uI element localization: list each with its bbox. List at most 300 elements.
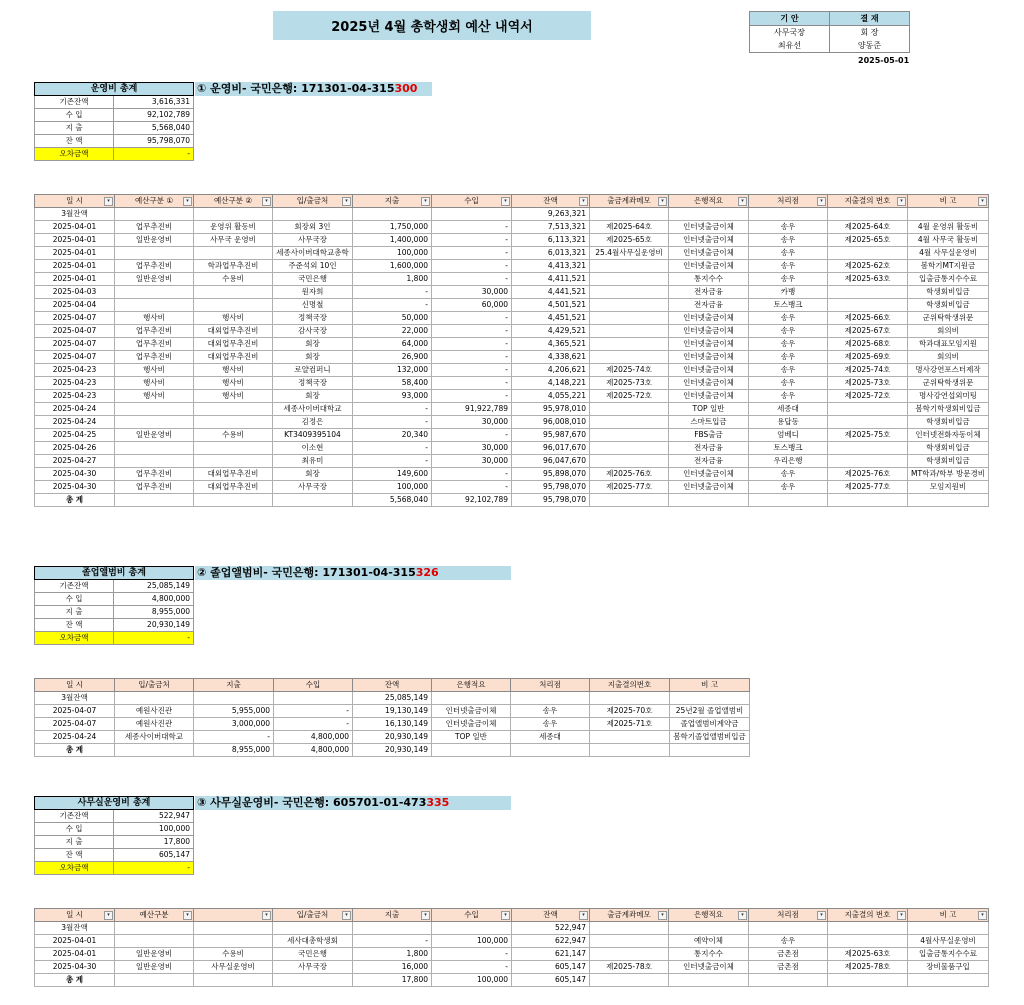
- table-row: [35, 299, 989, 312]
- column-header[interactable]: [828, 195, 908, 208]
- column-header-label: 입/출금처: [138, 680, 170, 689]
- summary-value: 522,947: [114, 810, 194, 823]
- table-cell: 행사비: [115, 364, 194, 377]
- bank-label-operating: [195, 82, 432, 96]
- total-cell: [749, 974, 828, 987]
- table-cell: 2025-04-25: [35, 429, 115, 442]
- table-cell: 이소현: [273, 442, 353, 455]
- table-cell: 전자금융: [669, 442, 749, 455]
- table-cell: [115, 935, 194, 948]
- bank-account-prefix: ① 운영비- 국민은행: 171301-04-315: [197, 82, 395, 95]
- filter-dropdown-icon[interactable]: ▾: [104, 197, 113, 206]
- column-header[interactable]: [669, 909, 749, 922]
- table-cell: 송우: [749, 481, 828, 494]
- column-header[interactable]: [35, 909, 115, 922]
- table-cell: 사무국 운영비: [194, 234, 273, 247]
- table-cell: 50,000: [353, 312, 432, 325]
- column-header[interactable]: [749, 195, 828, 208]
- table-cell: 2025-04-07: [35, 718, 115, 731]
- table-cell: -: [432, 221, 512, 234]
- table-cell: KT3409395104: [273, 429, 353, 442]
- table-cell: 인터넷출금이체: [669, 325, 749, 338]
- column-header[interactable]: [353, 195, 432, 208]
- table-cell: 인터넷출금이체: [669, 468, 749, 481]
- summary-row: [35, 836, 194, 849]
- table-cell: -: [274, 718, 353, 731]
- approval-header-sign: 결 재: [830, 12, 910, 26]
- table-cell: 일반운영비: [115, 234, 194, 247]
- table-cell: 주준석외 10인: [273, 260, 353, 273]
- table-cell: 132,000: [353, 364, 432, 377]
- table-cell: 세종사이버대학교: [273, 403, 353, 416]
- column-header-label: 지출: [384, 196, 400, 205]
- table-cell: 4,501,521: [512, 299, 590, 312]
- column-header[interactable]: [353, 679, 432, 692]
- table-cell: 제2025-64호: [828, 221, 908, 234]
- table-cell: 제2025-78호: [828, 961, 908, 974]
- table-cell: 1,400,000: [353, 234, 432, 247]
- filter-dropdown-icon[interactable]: ▾: [817, 911, 826, 920]
- filter-dropdown-icon[interactable]: ▾: [262, 911, 271, 920]
- table-cell: -: [353, 286, 432, 299]
- table-cell: 송우: [749, 377, 828, 390]
- table-cell: 예원사진관: [115, 718, 194, 731]
- column-header[interactable]: [194, 909, 273, 922]
- table-cell: [590, 922, 669, 935]
- column-header[interactable]: [35, 195, 115, 208]
- table-cell: [115, 442, 194, 455]
- table-cell: 인터넷출금이체: [669, 481, 749, 494]
- total-cell: 4,800,000: [274, 744, 353, 757]
- approval-box: [749, 11, 910, 53]
- column-header[interactable]: [828, 909, 908, 922]
- table-cell: 봄학기졸업앨범비입금: [670, 731, 750, 744]
- table-cell: 2025-04-01: [35, 935, 115, 948]
- filter-dropdown-icon[interactable]: ▾: [658, 197, 667, 206]
- summary-title: 사무실운영비 총계: [35, 797, 194, 810]
- table-cell: 행사비: [194, 312, 273, 325]
- table-cell: [590, 935, 669, 948]
- column-header-label: 일 시: [66, 680, 83, 689]
- column-header-label: 예산구분 ①: [134, 196, 174, 205]
- table-cell: 2025-04-30: [35, 961, 115, 974]
- table-cell: 송우: [749, 364, 828, 377]
- table-cell: MT학과/학부 방문경비: [908, 468, 989, 481]
- table-cell: [511, 692, 590, 705]
- table-cell: 송우: [511, 718, 590, 731]
- total-cell: [908, 974, 989, 987]
- summary-row: [35, 619, 194, 632]
- table-cell: 622,947: [512, 935, 590, 948]
- table-cell: 전자금융: [669, 286, 749, 299]
- table-row: [35, 481, 989, 494]
- table-cell: 2025-04-07: [35, 351, 115, 364]
- table-cell: 96,017,670: [512, 442, 590, 455]
- filter-dropdown-icon[interactable]: ▾: [978, 911, 987, 920]
- report-date: 2025-05-01: [858, 56, 910, 65]
- column-header[interactable]: [511, 679, 590, 692]
- table-cell: -: [432, 338, 512, 351]
- table-row: [35, 325, 989, 338]
- table-cell: 송우: [749, 221, 828, 234]
- total-cell: [669, 974, 749, 987]
- table-cell: [590, 442, 669, 455]
- summary-label: 잔 액: [35, 849, 114, 862]
- table-row: [35, 221, 989, 234]
- table-cell: 16,000: [353, 961, 432, 974]
- column-header[interactable]: [512, 909, 590, 922]
- filter-dropdown-icon[interactable]: ▾: [579, 197, 588, 206]
- approval-header-draft: 기 안: [750, 12, 830, 26]
- table-cell: [828, 442, 908, 455]
- table-cell: [115, 403, 194, 416]
- column-header[interactable]: [115, 909, 194, 922]
- column-header-label: 수입: [464, 910, 479, 919]
- column-header[interactable]: [432, 909, 512, 922]
- table-cell: 4,148,221: [512, 377, 590, 390]
- summary-label: 오차금액: [35, 148, 114, 161]
- table-cell: 2025-04-01: [35, 273, 115, 286]
- table-cell: [353, 922, 432, 935]
- table-cell: 91,922,789: [432, 403, 512, 416]
- column-header[interactable]: [115, 679, 194, 692]
- table-cell: 국민은행: [273, 273, 353, 286]
- column-header-label: 지출결의 번호: [844, 910, 891, 919]
- filter-dropdown-icon[interactable]: ▾: [183, 197, 192, 206]
- summary-value: 5,568,040: [114, 122, 194, 135]
- table-row: [35, 705, 750, 718]
- table-cell: 스마트입금: [669, 416, 749, 429]
- table-cell: 4,055,221: [512, 390, 590, 403]
- table-cell: -: [432, 948, 512, 961]
- table-cell: -: [432, 468, 512, 481]
- table-cell: 회의비: [908, 351, 989, 364]
- filter-dropdown-icon[interactable]: ▾: [897, 197, 906, 206]
- column-header-label: 은행적요: [456, 680, 486, 689]
- column-header[interactable]: [590, 909, 669, 922]
- total-row: [35, 744, 750, 757]
- table-cell: 수용비: [194, 429, 273, 442]
- column-header-label: 일 시: [66, 196, 83, 205]
- table-cell: [828, 403, 908, 416]
- total-cell: 8,955,000: [194, 744, 274, 757]
- table-cell: 인터넷출금이체: [669, 351, 749, 364]
- total-cell: [194, 494, 273, 507]
- table-cell: [828, 286, 908, 299]
- table-cell: 학과대표모임지원: [908, 338, 989, 351]
- column-header-label: 지출결의 번호: [844, 196, 891, 205]
- filter-dropdown-icon[interactable]: ▾: [501, 197, 510, 206]
- table-cell: 522,947: [512, 922, 590, 935]
- table-cell: 100,000: [353, 247, 432, 260]
- table-cell: 제2025-74호: [590, 364, 669, 377]
- table-cell: 95,987,670: [512, 429, 590, 442]
- table-cell: 20,930,149: [353, 731, 432, 744]
- table-row: [35, 286, 989, 299]
- filter-dropdown-icon[interactable]: ▾: [978, 197, 987, 206]
- table-cell: 회장: [273, 351, 353, 364]
- approval-role-1: 사무국장: [750, 26, 830, 40]
- summary-label: 잔 액: [35, 135, 114, 148]
- table-cell: 인터넷출금이체: [669, 338, 749, 351]
- table-header-row: [35, 679, 750, 692]
- ledger-table-album: [34, 678, 750, 757]
- column-header[interactable]: [35, 679, 115, 692]
- column-header-label: 예산구분 ②: [213, 196, 253, 205]
- table-cell: [590, 403, 669, 416]
- table-cell: 4,800,000: [274, 731, 353, 744]
- table-cell: 사무국장: [273, 481, 353, 494]
- table-cell: [590, 338, 669, 351]
- table-cell: 송우: [749, 351, 828, 364]
- table-cell: 제2025-62호: [828, 260, 908, 273]
- filter-dropdown-icon[interactable]: ▾: [183, 911, 192, 920]
- column-header[interactable]: [194, 679, 274, 692]
- table-cell: 30,000: [432, 286, 512, 299]
- table-cell: [590, 429, 669, 442]
- table-cell: [590, 208, 669, 221]
- table-cell: 송우: [749, 468, 828, 481]
- bank-account-suffix: 326: [415, 566, 439, 579]
- table-cell: 제2025-64호: [590, 221, 669, 234]
- table-header-row: [35, 909, 989, 922]
- filter-dropdown-icon[interactable]: ▾: [501, 911, 510, 920]
- table-cell: [194, 416, 273, 429]
- table-cell: 58,400: [353, 377, 432, 390]
- table-cell: 전자금융: [669, 299, 749, 312]
- total-cell: 총 계: [35, 744, 115, 757]
- table-cell: 4,338,621: [512, 351, 590, 364]
- summary-label: 잔 액: [35, 619, 114, 632]
- table-cell: 학생회비입금: [908, 455, 989, 468]
- filter-dropdown-icon[interactable]: ▾: [262, 197, 271, 206]
- table-cell: 2025-04-23: [35, 377, 115, 390]
- column-header-label: 처리점: [777, 196, 799, 205]
- summary-row: [35, 606, 194, 619]
- table-cell: 제2025-66호: [828, 312, 908, 325]
- total-cell: [273, 974, 353, 987]
- table-cell: 제2025-73호: [590, 377, 669, 390]
- filter-dropdown-icon[interactable]: ▾: [658, 911, 667, 920]
- table-cell: -: [432, 961, 512, 974]
- total-row: [35, 494, 989, 507]
- table-cell: 3월잔액: [35, 692, 115, 705]
- table-cell: 학생회비입금: [908, 442, 989, 455]
- table-cell: 송우: [749, 273, 828, 286]
- table-cell: -: [432, 429, 512, 442]
- table-cell: 송우: [511, 705, 590, 718]
- table-cell: 예약이체: [669, 935, 749, 948]
- table-cell: 엄베디: [749, 429, 828, 442]
- column-header[interactable]: [273, 195, 353, 208]
- table-cell: 전자금융: [669, 455, 749, 468]
- column-header-label: 예산구분: [139, 910, 169, 919]
- table-cell: 1,750,000: [353, 221, 432, 234]
- table-cell: 4월사무실운영비: [908, 935, 989, 948]
- total-cell: [194, 974, 273, 987]
- table-cell: [828, 922, 908, 935]
- table-cell: 2025-04-03: [35, 286, 115, 299]
- table-cell: [670, 692, 750, 705]
- table-cell: 제2025-74호: [828, 364, 908, 377]
- table-cell: 30,000: [432, 416, 512, 429]
- filter-dropdown-icon[interactable]: ▾: [579, 911, 588, 920]
- table-cell: 인터넷출금이체: [669, 390, 749, 403]
- summary-label: 지 출: [35, 606, 114, 619]
- column-header[interactable]: [669, 195, 749, 208]
- table-cell: -: [432, 481, 512, 494]
- summary-value: 3,616,331: [114, 96, 194, 109]
- table-cell: 인터넷출금이체: [669, 221, 749, 234]
- column-header[interactable]: [512, 195, 590, 208]
- table-cell: 제2025-67호: [828, 325, 908, 338]
- table-cell: [115, 455, 194, 468]
- summary-table-office: [34, 796, 194, 875]
- total-cell: 총 계: [35, 974, 115, 987]
- table-cell: [115, 922, 194, 935]
- column-header[interactable]: [590, 679, 670, 692]
- table-cell: [590, 455, 669, 468]
- column-header[interactable]: [115, 195, 194, 208]
- table-cell: 4,413,321: [512, 260, 590, 273]
- summary-label: 지 출: [35, 122, 114, 135]
- table-cell: 30,000: [432, 442, 512, 455]
- table-cell: 3,000,000: [194, 718, 274, 731]
- table-cell: 2025-04-01: [35, 260, 115, 273]
- table-cell: [908, 922, 989, 935]
- table-cell: [194, 403, 273, 416]
- table-cell: [115, 416, 194, 429]
- table-cell: -: [432, 325, 512, 338]
- column-header[interactable]: [432, 195, 512, 208]
- table-cell: 2025-04-27: [35, 455, 115, 468]
- column-header-label: 지출: [384, 910, 400, 919]
- summary-label: 기존잔액: [35, 810, 114, 823]
- table-cell: 대외업무추진비: [194, 468, 273, 481]
- filter-dropdown-icon[interactable]: ▾: [421, 197, 430, 206]
- table-cell: 제2025-77호: [828, 481, 908, 494]
- table-cell: [115, 247, 194, 260]
- table-cell: 송우: [749, 260, 828, 273]
- table-cell: 토스뱅크: [749, 299, 828, 312]
- column-header[interactable]: [908, 195, 989, 208]
- column-header[interactable]: [590, 195, 669, 208]
- summary-value: -: [114, 148, 194, 161]
- table-cell: [749, 922, 828, 935]
- table-cell: 입출금통지수수료: [908, 948, 989, 961]
- table-cell: [590, 416, 669, 429]
- table-cell: 예원사진관: [115, 705, 194, 718]
- table-cell: 9,263,321: [512, 208, 590, 221]
- table-cell: 20,340: [353, 429, 432, 442]
- filter-dropdown-icon[interactable]: ▾: [342, 911, 351, 920]
- summary-value: 25,085,149: [114, 580, 194, 593]
- table-cell: 송우: [749, 325, 828, 338]
- table-cell: [590, 273, 669, 286]
- table-cell: [194, 247, 273, 260]
- table-row: [35, 692, 750, 705]
- table-cell: 용답동: [749, 416, 828, 429]
- summary-title: 운영비 총계: [35, 83, 194, 96]
- table-cell: 일반운영비: [115, 961, 194, 974]
- ledger-table-office: [34, 908, 989, 987]
- table-cell: -: [432, 234, 512, 247]
- total-cell: 총 계: [35, 494, 115, 507]
- column-header[interactable]: [194, 195, 273, 208]
- table-cell: 19,130,149: [353, 705, 432, 718]
- table-cell: 통지수수: [669, 948, 749, 961]
- column-header[interactable]: [908, 909, 989, 922]
- summary-label: 수 입: [35, 109, 114, 122]
- table-cell: 학생회비입금: [908, 416, 989, 429]
- column-header[interactable]: [670, 679, 750, 692]
- total-cell: [590, 974, 669, 987]
- table-cell: 2025-04-01: [35, 948, 115, 961]
- total-cell: [432, 744, 511, 757]
- table-cell: [353, 208, 432, 221]
- table-cell: [115, 692, 194, 705]
- table-cell: 금촌점: [749, 948, 828, 961]
- table-cell: 제2025-71호: [590, 718, 670, 731]
- filter-dropdown-icon[interactable]: ▾: [897, 911, 906, 920]
- filter-dropdown-icon[interactable]: ▾: [817, 197, 826, 206]
- table-cell: 2025-04-01: [35, 221, 115, 234]
- table-cell: [115, 208, 194, 221]
- table-cell: 인터넷전화자동이체: [908, 429, 989, 442]
- table-cell: -: [432, 364, 512, 377]
- column-header[interactable]: [432, 679, 511, 692]
- table-cell: 국민은행: [273, 948, 353, 961]
- table-cell: 제2025-65호: [828, 234, 908, 247]
- column-header[interactable]: [353, 909, 432, 922]
- total-cell: [273, 494, 353, 507]
- table-cell: [749, 208, 828, 221]
- summary-title: 졸업앨범비 총계: [35, 567, 194, 580]
- summary-label: 지 출: [35, 836, 114, 849]
- table-cell: [590, 312, 669, 325]
- summary-table-album: [34, 566, 194, 645]
- column-header-label: 비 고: [701, 680, 718, 689]
- table-cell: 대외업무추진비: [194, 351, 273, 364]
- table-cell: 인터넷출금이체: [669, 234, 749, 247]
- filter-dropdown-icon[interactable]: ▾: [738, 911, 747, 920]
- table-cell: [828, 247, 908, 260]
- column-header[interactable]: [274, 679, 353, 692]
- filter-dropdown-icon[interactable]: ▾: [421, 911, 430, 920]
- column-header[interactable]: [273, 909, 353, 922]
- table-cell: [828, 299, 908, 312]
- table-cell: 1,600,000: [353, 260, 432, 273]
- table-cell: 사무국장: [273, 961, 353, 974]
- table-row: [35, 468, 989, 481]
- table-cell: 업무추진비: [115, 260, 194, 273]
- table-cell: 일반운영비: [115, 948, 194, 961]
- filter-dropdown-icon[interactable]: ▾: [738, 197, 747, 206]
- table-cell: [194, 935, 273, 948]
- table-cell: -: [432, 273, 512, 286]
- table-row: [35, 429, 989, 442]
- table-row: [35, 961, 989, 974]
- table-cell: 일반운영비: [115, 273, 194, 286]
- table-cell: [432, 922, 512, 935]
- column-header[interactable]: [749, 909, 828, 922]
- summary-table-operating: [34, 82, 194, 161]
- filter-dropdown-icon[interactable]: ▾: [342, 197, 351, 206]
- total-cell: [115, 744, 194, 757]
- filter-dropdown-icon[interactable]: ▾: [104, 911, 113, 920]
- summary-row: [35, 580, 194, 593]
- table-cell: [194, 442, 273, 455]
